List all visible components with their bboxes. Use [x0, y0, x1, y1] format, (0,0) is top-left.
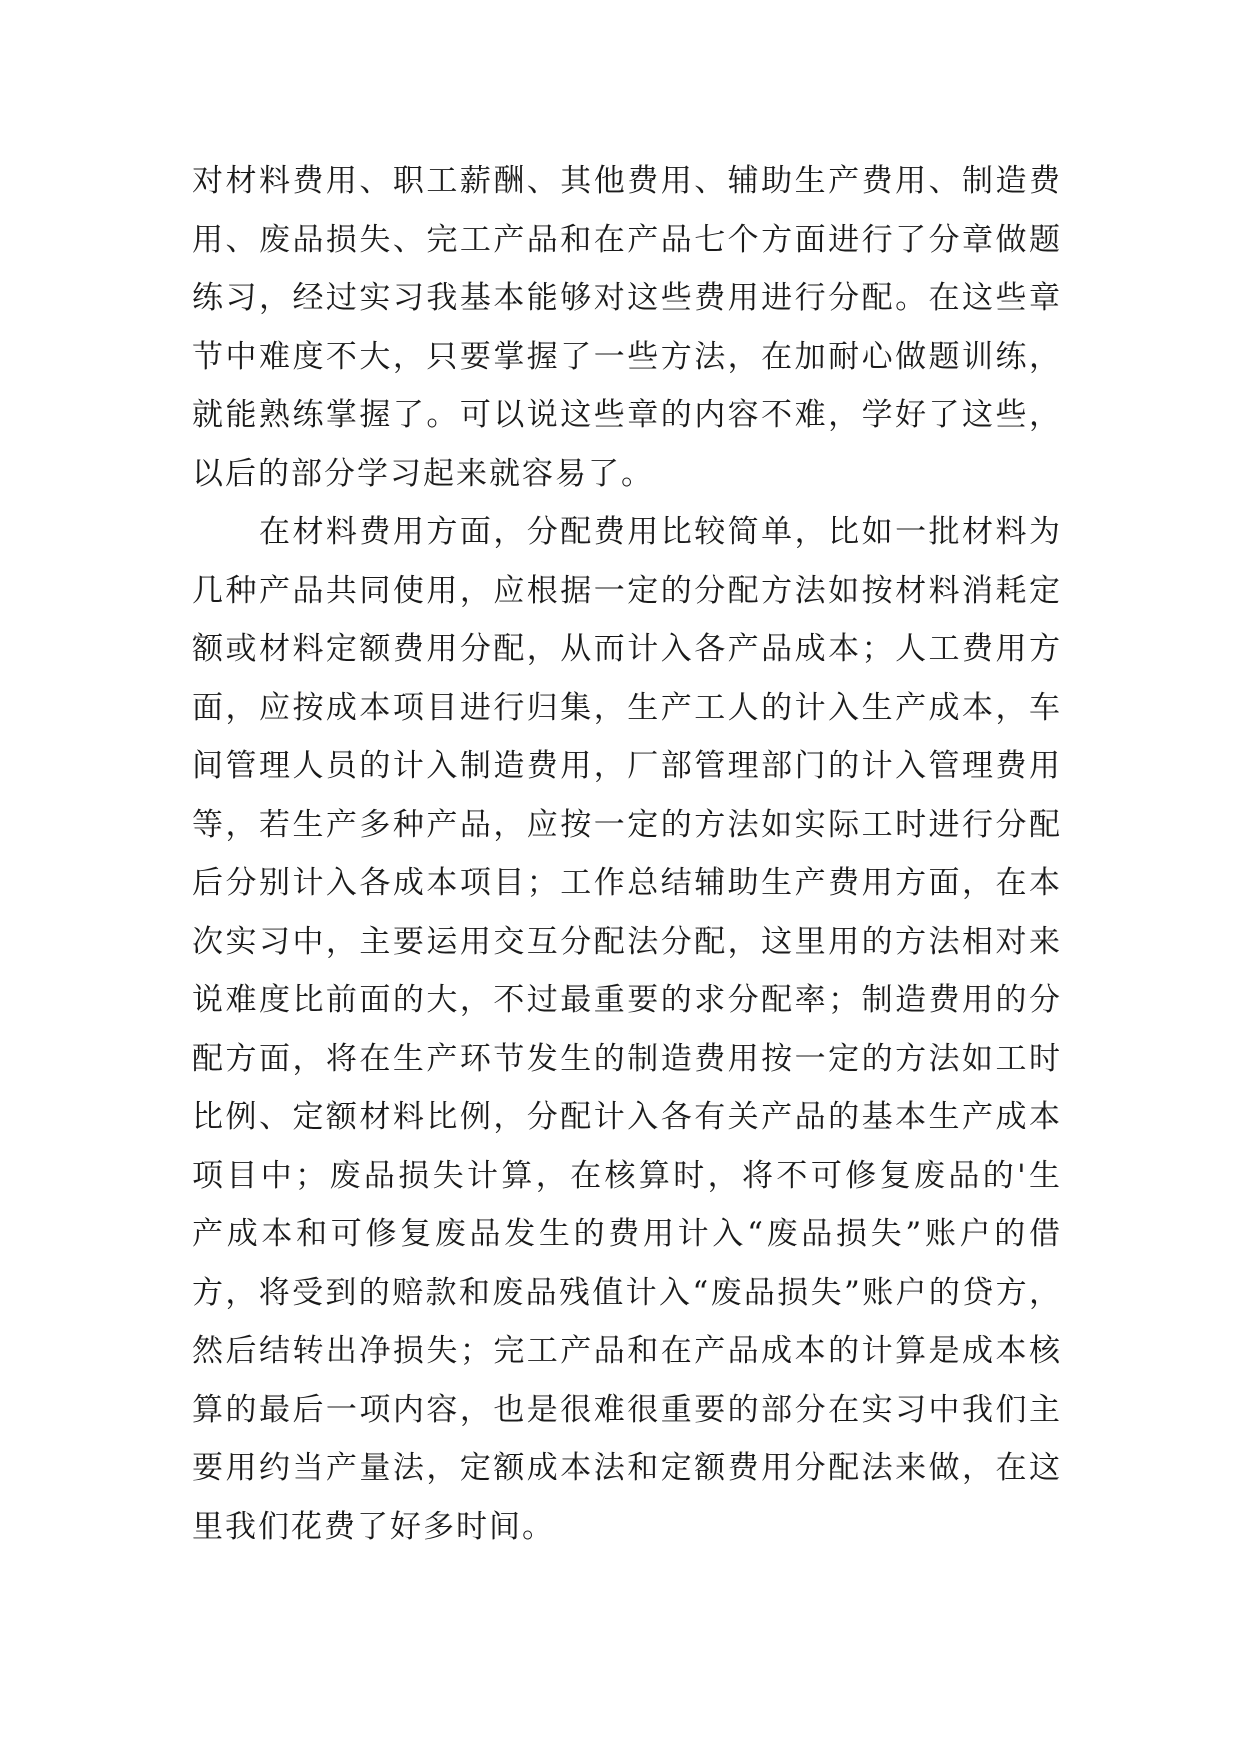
- text-line: 间管理人员的计入制造费用，厂部管理部门的计入管理费用: [192, 748, 1062, 784]
- text-line: 面，应按成本项目进行归集，生产工人的计入生产成本，车: [192, 689, 1062, 726]
- text-line: 方，将受到的赔款和废品残值计入“废品损失”账户的贷方，: [192, 1274, 1062, 1311]
- text-line: 就能熟练掌握了。可以说这些章的内容不难，学好了这些，: [192, 397, 1062, 433]
- text-line: 用、废品损失、完工产品和在产品七个方面进行了分章做题: [192, 221, 1062, 258]
- text-line: 节中难度不大，只要掌握了一些方法，在加耐心做题训练，: [192, 338, 1062, 375]
- text-line: 对材料费用、职工薪酬、其他费用、辅助生产费用、制造费: [192, 163, 1062, 199]
- text-line: 几种产品共同使用，应根据一定的分配方法如按材料消耗定: [192, 572, 1062, 609]
- text-line: 练习，经过实习我基本能够对这些费用进行分配。在这些章: [192, 280, 1062, 316]
- text-line: 要用约当产量法，定额成本法和定额费用分配法来做，在这: [192, 1450, 1062, 1486]
- text-line: 以后的部分学习起来就容易了。: [192, 455, 654, 492]
- text-line: 项目中；废品损失计算，在核算时，将不可修复废品的'生: [192, 1157, 1062, 1194]
- text-line: 次实习中，主要运用交互分配法分配，这里用的方法相对来: [192, 923, 1062, 960]
- text-line: 额或材料定额费用分配，从而计入各产品成本；人工费用方: [192, 631, 1062, 667]
- text-line: 配方面，将在生产环节发生的制造费用按一定的方法如工时: [192, 1040, 1062, 1077]
- text-line: 等，若生产多种产品，应按一定的方法如实际工时进行分配: [192, 806, 1062, 843]
- text-line: 比例、定额材料比例，分配计入各有关产品的基本生产成本: [192, 1099, 1062, 1135]
- text-line: 算的最后一项内容，也是很难很重要的部分在实习中我们主: [192, 1391, 1062, 1428]
- text-line: 里我们花费了好多时间。: [192, 1508, 555, 1545]
- text-line: 产成本和可修复废品发生的费用计入“废品损失”账户的借: [192, 1216, 1062, 1252]
- paragraph-1: [192, 152, 1062, 503]
- paragraph-2: [192, 503, 1062, 1556]
- text-line: 说难度比前面的大，不过最重要的求分配率；制造费用的分: [192, 982, 1062, 1018]
- text-line: 然后结转出净损失；完工产品和在产品成本的计算是成本核: [192, 1333, 1062, 1369]
- body-text: [192, 152, 1062, 1556]
- text-line: 在材料费用方面，分配费用比较简单，比如一批材料为: [192, 514, 1062, 550]
- text-line: 后分别计入各成本项目；工作总结辅助生产费用方面，在本: [192, 865, 1062, 901]
